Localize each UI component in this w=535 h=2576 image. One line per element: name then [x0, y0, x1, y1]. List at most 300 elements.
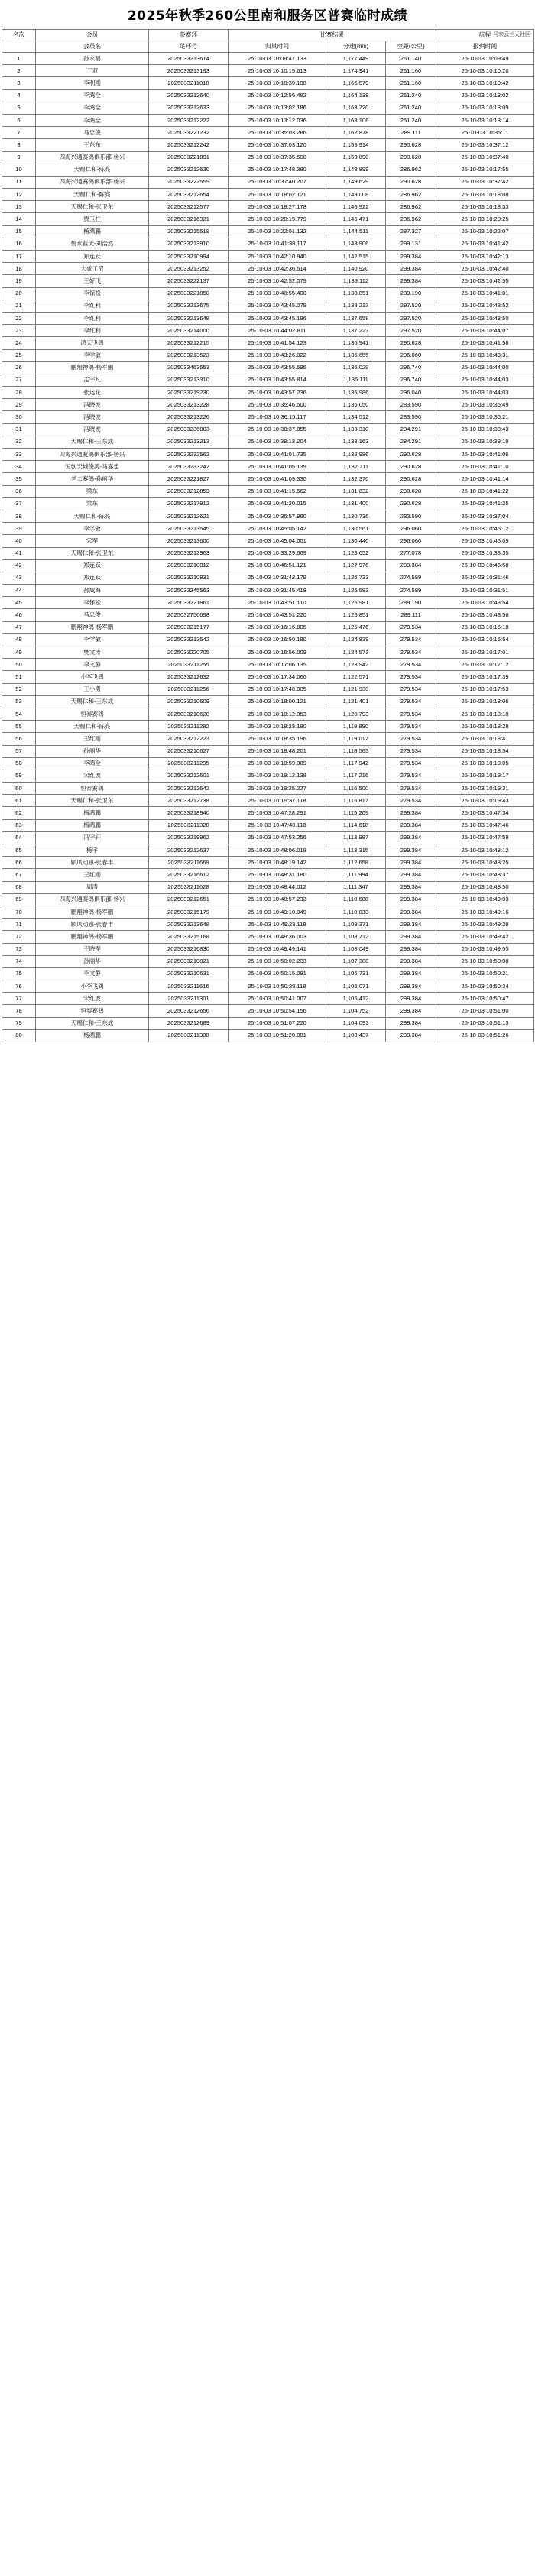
- table-cell: 2025033222559: [149, 176, 229, 188]
- table-cell: 61: [2, 795, 36, 807]
- table-cell: 1,120.793: [326, 708, 386, 720]
- table-row: [2, 436, 534, 448]
- table-cell: 25-10-03 10:16:50.180: [229, 633, 326, 646]
- table-cell: 279.534: [386, 683, 436, 695]
- table-cell: 2025033210831: [149, 572, 229, 584]
- header-cell: 航程: [436, 30, 534, 41]
- table-cell: 2025033210609: [149, 695, 229, 708]
- table-cell: 290.628: [386, 337, 436, 349]
- table-cell: 25-10-03 10:49:10.049: [229, 906, 326, 918]
- table-cell: 25-10-03 10:44:07: [436, 325, 534, 337]
- table-cell: 1,146.922: [326, 201, 386, 213]
- table-cell: 23: [2, 325, 36, 337]
- table-cell: 290.628: [386, 497, 436, 510]
- table-cell: 2025033212853: [149, 485, 229, 497]
- table-cell: 279.534: [386, 671, 436, 683]
- header-row-2: [2, 41, 534, 53]
- table-row: [2, 1017, 534, 1029]
- table-cell: 290.628: [386, 473, 436, 485]
- table-cell: 宋军: [36, 535, 149, 547]
- table-cell: 1,135.050: [326, 399, 386, 411]
- table-cell: 261.240: [386, 102, 436, 114]
- table-cell: 1,149.629: [326, 176, 386, 188]
- table-cell: 66: [2, 857, 36, 869]
- table-row: [2, 745, 534, 757]
- table-cell: 2025033212738: [149, 795, 229, 807]
- table-cell: 299.384: [386, 275, 436, 287]
- table-cell: 25-10-03 10:43:52: [436, 300, 534, 312]
- table-cell: 李学敏: [36, 523, 149, 535]
- table-cell: 2025033212654: [149, 189, 229, 201]
- table-cell: 2025032756698: [149, 609, 229, 621]
- table-cell: 25-10-03 10:41:15.562: [229, 485, 326, 497]
- table-cell: 21: [2, 300, 36, 312]
- table-cell: 25-10-03 10:49:16: [436, 906, 534, 918]
- table-cell: 1,112.658: [326, 857, 386, 869]
- table-cell: 2025033216612: [149, 869, 229, 881]
- table-cell: 1,149.899: [326, 164, 386, 176]
- table-cell: 18: [2, 263, 36, 275]
- table-cell: 72: [2, 931, 36, 943]
- table-cell: 马忠俊: [36, 127, 149, 139]
- table-cell: 25-10-03 10:41:09.330: [229, 473, 326, 485]
- table-cell: 顾风动感-张春丰: [36, 919, 149, 931]
- table-cell: 290.628: [386, 461, 436, 473]
- table-cell: 29: [2, 399, 36, 411]
- header-cell: 足环号: [149, 41, 229, 53]
- table-cell: 天赐仁和-张卫东: [36, 547, 149, 559]
- table-cell: 2025033212642: [149, 783, 229, 795]
- table-cell: 2025033211308: [149, 1029, 229, 1042]
- table-row: [2, 89, 534, 102]
- table-cell: 261.240: [386, 89, 436, 102]
- table-cell: 279.534: [386, 621, 436, 633]
- table-cell: 2025033212601: [149, 770, 229, 782]
- table-cell: 李保松: [36, 287, 149, 300]
- table-cell: 2025033215168: [149, 931, 229, 943]
- table-row: [2, 114, 534, 126]
- table-cell: 1,110.033: [326, 906, 386, 918]
- page-title: 2025年秋季260公里南和服务区普赛临时成绩: [127, 8, 408, 24]
- table-cell: 27: [2, 374, 36, 386]
- table-cell: 梁东: [36, 497, 149, 510]
- table-cell: 25-10-03 10:20:19.779: [229, 213, 326, 225]
- table-cell: 2025033214000: [149, 325, 229, 337]
- table-cell: 天赐仁和-张卫东: [36, 201, 149, 213]
- table-cell: 75: [2, 967, 36, 980]
- table-cell: 1,136.655: [326, 349, 386, 361]
- table-cell: 1,136.941: [326, 337, 386, 349]
- table-cell: 25-10-03 10:18:06: [436, 695, 534, 708]
- table-row: [2, 312, 534, 324]
- table-cell: 李红利: [36, 312, 149, 324]
- table-cell: 四海兴通赛鸽俱乐部-杨兴: [36, 893, 149, 906]
- table-row: [2, 361, 534, 374]
- table-cell: 小李飞鸽: [36, 671, 149, 683]
- table-cell: 34: [2, 461, 36, 473]
- table-cell: 孟宇凡: [36, 374, 149, 386]
- table-cell: 1,132.711: [326, 461, 386, 473]
- table-cell: 1,113.987: [326, 831, 386, 844]
- table-cell: 25-10-03 10:37:40.207: [229, 176, 326, 188]
- table-cell: 25-10-03 10:17:53: [436, 683, 534, 695]
- table-cell: 天赐仁和-陈亮: [36, 189, 149, 201]
- table-cell: 60: [2, 783, 36, 795]
- table-cell: 2025033213310: [149, 374, 229, 386]
- table-row: [2, 473, 534, 485]
- table-cell: 2025033216830: [149, 943, 229, 955]
- table-cell: 1,127.976: [326, 559, 386, 572]
- table-row: [2, 783, 534, 795]
- table-cell: 1,137.658: [326, 312, 386, 324]
- table-cell: 丁双: [36, 65, 149, 77]
- table-cell: 25-10-03 10:50:34: [436, 980, 534, 993]
- table-cell: 299.384: [386, 931, 436, 943]
- table-cell: 299.384: [386, 919, 436, 931]
- table-cell: 25-10-03 10:47:34: [436, 807, 534, 819]
- table-cell: 25-10-03 10:48:37: [436, 869, 534, 881]
- table-cell: 45: [2, 597, 36, 609]
- table-cell: 1,142.515: [326, 251, 386, 263]
- table-cell: 289.190: [386, 597, 436, 609]
- table-cell: 77: [2, 993, 36, 1005]
- table-cell: 25-10-03 10:47:28.291: [229, 807, 326, 819]
- table-cell: 2025033211255: [149, 659, 229, 671]
- table-row: [2, 176, 534, 188]
- header-cell: 空距(公里): [386, 41, 436, 53]
- table-cell: 25-10-03 10:42:55: [436, 275, 534, 287]
- table-cell: 25-10-03 10:50:28.118: [229, 980, 326, 993]
- table-cell: 天赐仁和-陈亮: [36, 164, 149, 176]
- table-cell: 296.740: [386, 361, 436, 374]
- table-cell: 279.534: [386, 659, 436, 671]
- table-row: [2, 770, 534, 782]
- table-cell: 299.384: [386, 251, 436, 263]
- table-cell: 290.628: [386, 176, 436, 188]
- table-cell: 2025033211616: [149, 980, 229, 993]
- table-cell: 1,125.476: [326, 621, 386, 633]
- table-row: [2, 213, 534, 225]
- table-cell: 2025033212963: [149, 547, 229, 559]
- table-cell: 25-10-03 10:44:03: [436, 374, 534, 386]
- table-cell: 62: [2, 807, 36, 819]
- table-cell: 2025033211282: [149, 721, 229, 733]
- table-cell: 70: [2, 906, 36, 918]
- table-cell: 279.534: [386, 783, 436, 795]
- table-cell: 25-10-03 10:33:29.669: [229, 547, 326, 559]
- table-cell: 2025033213542: [149, 633, 229, 646]
- table-cell: 宋红波: [36, 770, 149, 782]
- table-cell: 25-10-03 10:19:37.118: [229, 795, 326, 807]
- table-cell: 2: [2, 65, 36, 77]
- table-cell: 2025033212633: [149, 102, 229, 114]
- table-cell: 32: [2, 436, 36, 448]
- table-cell: 25-10-03 10:41:38.117: [229, 238, 326, 250]
- table-cell: 25-10-03 10:43:56: [436, 609, 534, 621]
- table-cell: 25-10-03 10:35:03.286: [229, 127, 326, 139]
- table-cell: 25-10-03 10:50:08: [436, 955, 534, 967]
- table-cell: 6: [2, 114, 36, 126]
- table-cell: 2025033463553: [149, 361, 229, 374]
- table-cell: 2025033213648: [149, 919, 229, 931]
- table-cell: 37: [2, 497, 36, 510]
- table-cell: 25-10-03 10:51:13: [436, 1017, 534, 1029]
- table-cell: 299.384: [386, 906, 436, 918]
- table-cell: 25-10-03 10:18:18: [436, 708, 534, 720]
- table-row: [2, 733, 534, 745]
- table-cell: 25-10-03 10:19:17: [436, 770, 534, 782]
- table-cell: 73: [2, 943, 36, 955]
- table-cell: 25-10-03 10:17:01: [436, 646, 534, 659]
- table-cell: 25-10-03 10:46:51.121: [229, 559, 326, 572]
- table-cell: 25-10-03 10:41:25: [436, 497, 534, 510]
- table-cell: 15: [2, 225, 36, 238]
- table-cell: 25-10-03 10:43:51.220: [229, 609, 326, 621]
- table-cell: 1,133.310: [326, 423, 386, 436]
- table-cell: 68: [2, 881, 36, 893]
- table-cell: 2025033212577: [149, 201, 229, 213]
- table-row: [2, 795, 534, 807]
- table-cell: 289.190: [386, 287, 436, 300]
- table-row: [2, 893, 534, 906]
- table-cell: 1,137.223: [326, 325, 386, 337]
- table-cell: 25-10-03 10:48:19.142: [229, 857, 326, 869]
- table-cell: 四海兴通赛鸽俱乐部-杨兴: [36, 449, 149, 461]
- table-cell: 79: [2, 1017, 36, 1029]
- table-cell: 2025033232562: [149, 449, 229, 461]
- table-cell: 290.628: [386, 139, 436, 151]
- table-cell: 299.384: [386, 881, 436, 893]
- table-cell: 25-10-03 10:19:31: [436, 783, 534, 795]
- table-cell: 25-10-03 10:44:00: [436, 361, 534, 374]
- table-cell: 1,139.112: [326, 275, 386, 287]
- table-cell: 2025033212630: [149, 164, 229, 176]
- table-cell: 10: [2, 164, 36, 176]
- table-cell: 28: [2, 387, 36, 399]
- table-cell: 李鸿全: [36, 102, 149, 114]
- table-cell: 25-10-03 10:36:15.117: [229, 411, 326, 423]
- table-cell: 1,106.071: [326, 980, 386, 993]
- table-cell: 1,135.986: [326, 387, 386, 399]
- table-cell: 四海兴通赛鸽俱乐部-杨兴: [36, 151, 149, 164]
- table-cell: 25-10-03 10:43:45.079: [229, 300, 326, 312]
- table-cell: 5: [2, 102, 36, 114]
- table-cell: 25-10-03 10:18:35.196: [229, 733, 326, 745]
- table-cell: 25-10-03 10:18:33: [436, 201, 534, 213]
- table-cell: 299.384: [386, 943, 436, 955]
- header-cell: 参赛环: [149, 30, 229, 41]
- table-cell: 2025033212632: [149, 671, 229, 683]
- table-cell: 鹏翔神鸽-杨军鹏: [36, 361, 149, 374]
- table-cell: 78: [2, 1005, 36, 1017]
- table-cell: 299.384: [386, 559, 436, 572]
- table-cell: 李文静: [36, 659, 149, 671]
- table-cell: 25-10-03 10:41:01: [436, 287, 534, 300]
- table-cell: 杨鸿鹏: [36, 819, 149, 831]
- table-cell: 1,143.906: [326, 238, 386, 250]
- table-row: [2, 585, 534, 597]
- table-cell: 25-10-03 10:10:15.613: [229, 65, 326, 77]
- table-cell: 283.590: [386, 399, 436, 411]
- table-cell: 1,104.752: [326, 1005, 386, 1017]
- table-row: [2, 906, 534, 918]
- table-cell: 25-10-03 10:37:42: [436, 176, 534, 188]
- table-cell: 42: [2, 559, 36, 572]
- table-cell: 杨鸿鹏: [36, 1029, 149, 1042]
- table-cell: 2025033210821: [149, 955, 229, 967]
- table-row: [2, 387, 534, 399]
- table-cell: 2025033212689: [149, 1017, 229, 1029]
- table-cell: 1,174.941: [326, 65, 386, 77]
- table-cell: 284.291: [386, 436, 436, 448]
- table-cell: 老二赛鸽-孙丽华: [36, 473, 149, 485]
- table-cell: 25-10-03 10:51:20.081: [229, 1029, 326, 1042]
- table-cell: 299.384: [386, 980, 436, 993]
- table-cell: 30: [2, 411, 36, 423]
- table-cell: 2025033213523: [149, 349, 229, 361]
- table-cell: 25-10-03 10:20:25: [436, 213, 534, 225]
- table-cell: 1,133.163: [326, 436, 386, 448]
- table-row: [2, 844, 534, 857]
- table-cell: 279.534: [386, 708, 436, 720]
- table-cell: 25-10-03 10:42:10.940: [229, 251, 326, 263]
- table-cell: 284.291: [386, 423, 436, 436]
- table-cell: 80: [2, 1029, 36, 1042]
- table-cell: 1,131.400: [326, 497, 386, 510]
- table-row: [2, 955, 534, 967]
- table-cell: 2025033210620: [149, 708, 229, 720]
- table-cell: 孙丽华: [36, 955, 149, 967]
- table-cell: 2025033212215: [149, 337, 229, 349]
- table-cell: 2025033213228: [149, 399, 229, 411]
- table-cell: 25-10-03 10:37:04: [436, 510, 534, 522]
- table-cell: 299.384: [386, 831, 436, 844]
- table-row: [2, 857, 534, 869]
- table-cell: 25-10-03 10:42:13: [436, 251, 534, 263]
- table-cell: 31: [2, 423, 36, 436]
- table-cell: 1,134.512: [326, 411, 386, 423]
- table-cell: 279.534: [386, 721, 436, 733]
- table-cell: 2025033211256: [149, 683, 229, 695]
- table-cell: 郑连跃: [36, 559, 149, 572]
- results-sheet: [2, 3, 533, 1042]
- table-cell: 1,104.093: [326, 1017, 386, 1029]
- table-cell: 25-10-03 10:31:45.418: [229, 585, 326, 597]
- table-cell: 74: [2, 955, 36, 967]
- table-cell: 25-10-03 10:17:12: [436, 659, 534, 671]
- table-cell: 25-10-03 10:45:05.142: [229, 523, 326, 535]
- table-cell: 25-10-03 10:48:44.012: [229, 881, 326, 893]
- table-cell: 25-10-03 10:13:02: [436, 89, 534, 102]
- table-cell: 3: [2, 77, 36, 89]
- table-cell: 天赐仁和-陈亮: [36, 510, 149, 522]
- table-cell: 2025033222137: [149, 275, 229, 287]
- table-cell: 李红利: [36, 325, 149, 337]
- table-cell: 287.327: [386, 225, 436, 238]
- table-cell: 2025033211669: [149, 857, 229, 869]
- table-cell: 2025033218940: [149, 807, 229, 819]
- table-cell: 25-10-03 10:50:54.156: [229, 1005, 326, 1017]
- table-row: [2, 967, 534, 980]
- table-cell: 25-10-03 10:48:57.233: [229, 893, 326, 906]
- table-cell: 25-10-03 10:38:37.855: [229, 423, 326, 436]
- table-cell: 274.589: [386, 585, 436, 597]
- table-cell: 69: [2, 893, 36, 906]
- table-cell: 279.534: [386, 646, 436, 659]
- table-cell: 25-10-03 10:18:54: [436, 745, 534, 757]
- table-cell: 1,149.008: [326, 189, 386, 201]
- table-cell: 25-10-03 10:18:02.121: [229, 189, 326, 201]
- table-cell: 2025033215179: [149, 906, 229, 918]
- table-cell: 25-10-03 10:41:22: [436, 485, 534, 497]
- table-cell: 1,162.878: [326, 127, 386, 139]
- table-cell: 25-10-03 10:31:51: [436, 585, 534, 597]
- table-cell: 25-10-03 10:41:10: [436, 461, 534, 473]
- table-cell: 杨宇: [36, 844, 149, 857]
- table-cell: 1,115.817: [326, 795, 386, 807]
- table-row: [2, 695, 534, 708]
- table-cell: 2025033213600: [149, 535, 229, 547]
- table-cell: 25-10-03 10:16:54: [436, 633, 534, 646]
- table-cell: 孙永福: [36, 53, 149, 65]
- table-cell: 25-10-03 10:42:40: [436, 263, 534, 275]
- table-cell: 25-10-03 10:48:50: [436, 881, 534, 893]
- table-cell: 67: [2, 869, 36, 881]
- table-cell: 2025033213545: [149, 523, 229, 535]
- table-cell: 1,109.371: [326, 919, 386, 931]
- table-cell: 25-10-03 10:18:27.178: [229, 201, 326, 213]
- table-cell: 杨鸿鹏: [36, 807, 149, 819]
- table-cell: 25-10-03 10:41:54.123: [229, 337, 326, 349]
- table-cell: 43: [2, 572, 36, 584]
- table-cell: 2025033219962: [149, 831, 229, 844]
- table-cell: 25-10-03 10:43:26.022: [229, 349, 326, 361]
- table-row: [2, 225, 534, 238]
- table-cell: 25-10-03 10:41:01.735: [229, 449, 326, 461]
- table-cell: 296.740: [386, 374, 436, 386]
- table-row: [2, 671, 534, 683]
- table-cell: 1,163.106: [326, 114, 386, 126]
- table-cell: 贾玉柱: [36, 213, 149, 225]
- table-row: [2, 423, 534, 436]
- table-cell: 25-10-03 10:13:09: [436, 102, 534, 114]
- table-cell: 289.111: [386, 127, 436, 139]
- table-row: [2, 931, 534, 943]
- table-cell: 1,121.401: [326, 695, 386, 708]
- table-cell: 2025033233242: [149, 461, 229, 473]
- table-cell: 25-10-03 10:49:29: [436, 919, 534, 931]
- table-cell: 2025033211295: [149, 757, 229, 770]
- table-cell: 297.520: [386, 312, 436, 324]
- table-cell: 1,164.138: [326, 89, 386, 102]
- table-cell: 299.384: [386, 263, 436, 275]
- table-cell: 1,122.571: [326, 671, 386, 683]
- table-cell: 1,107.388: [326, 955, 386, 967]
- table-cell: 25-10-03 10:33:35: [436, 547, 534, 559]
- table-cell: 1,125.851: [326, 609, 386, 621]
- table-cell: 李保松: [36, 597, 149, 609]
- header-cell: 报到时间: [436, 41, 534, 53]
- table-cell: 1,124.573: [326, 646, 386, 659]
- table-cell: 冯晓波: [36, 423, 149, 436]
- table-row: [2, 980, 534, 993]
- header-cell: 比赛结果: [229, 30, 436, 41]
- table-cell: 1,163.720: [326, 102, 386, 114]
- table-cell: 王东东: [36, 139, 149, 151]
- table-cell: 51: [2, 671, 36, 683]
- table-cell: 1,119.890: [326, 721, 386, 733]
- table-cell: 26: [2, 361, 36, 374]
